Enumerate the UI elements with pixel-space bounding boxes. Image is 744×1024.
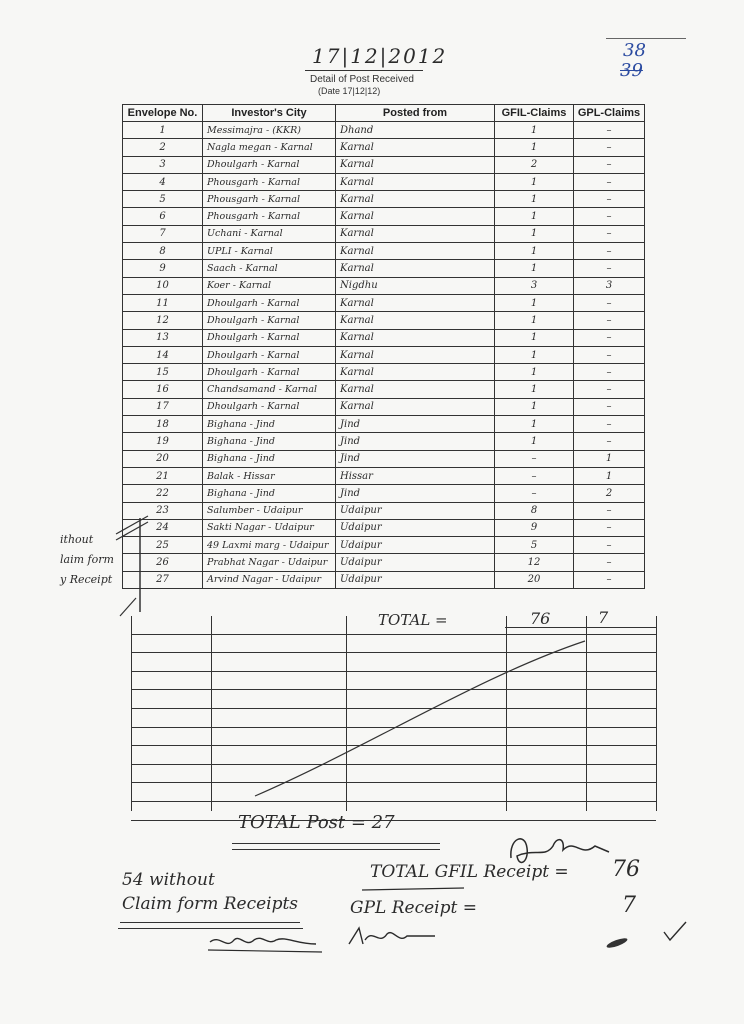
posted-from-cell: Karnal bbox=[336, 243, 495, 260]
envelope-no-cell: 22 bbox=[123, 485, 203, 502]
gfil-claims-cell: 1 bbox=[495, 294, 574, 311]
gfil-claims-cell: 1 bbox=[495, 433, 574, 450]
page-number: 38 bbox=[623, 40, 646, 61]
posted-from-cell: Karnal bbox=[336, 139, 495, 156]
gfil-claims-cell: 1 bbox=[495, 346, 574, 363]
investor-city-cell: Dhoulgarh - Karnal bbox=[203, 364, 336, 381]
table-row bbox=[123, 364, 645, 381]
investor-city-cell: Chandsamand - Karnal bbox=[203, 381, 336, 398]
posted-from-cell: Udaipur bbox=[336, 519, 495, 536]
ink-mark bbox=[606, 936, 629, 949]
investor-city-cell: Bighana - Jind bbox=[203, 416, 336, 433]
gfil-claims-cell: – bbox=[495, 450, 574, 467]
investor-city-cell: Dhoulgarh - Karnal bbox=[203, 294, 336, 311]
gfil-claims-cell: 1 bbox=[495, 208, 574, 225]
gpl-claims-cell: – bbox=[574, 554, 645, 571]
posted-from-cell: Karnal bbox=[336, 364, 495, 381]
investor-city-cell: Phousgarh - Karnal bbox=[203, 173, 336, 190]
gpl-claims-cell: – bbox=[574, 122, 645, 139]
gpl-claims-cell: – bbox=[574, 139, 645, 156]
envelope-no-cell: 26 bbox=[123, 554, 203, 571]
envelope-no-cell: 16 bbox=[123, 381, 203, 398]
posted-from-cell: Karnal bbox=[336, 312, 495, 329]
posted-from-cell: Karnal bbox=[336, 260, 495, 277]
margin-note-line: ithout bbox=[60, 533, 94, 546]
investor-city-cell: Dhoulgarh - Karnal bbox=[203, 312, 336, 329]
margin-note-line: laim form bbox=[60, 553, 114, 566]
investor-city-cell: Bighana - Jind bbox=[203, 450, 336, 467]
table-row bbox=[123, 346, 645, 363]
posted-from-cell: Jind bbox=[336, 433, 495, 450]
posted-from-cell: Jind bbox=[336, 450, 495, 467]
posted-from-cell: Karnal bbox=[336, 329, 495, 346]
investor-city-cell: Sakti Nagar - Udaipur bbox=[203, 519, 336, 536]
gfil-claims-cell: 1 bbox=[495, 416, 574, 433]
envelope-no-cell: 8 bbox=[123, 243, 203, 260]
posted-from-cell: Udaipur bbox=[336, 554, 495, 571]
gfil-claims-cell: 20 bbox=[495, 571, 574, 588]
gfil-claims-cell: 2 bbox=[495, 156, 574, 173]
envelope-no-cell: 5 bbox=[123, 191, 203, 208]
table-header-row bbox=[123, 105, 645, 122]
investor-city-cell: Prabhat Nagar - Udaipur bbox=[203, 554, 336, 571]
investor-city-cell: Dhoulgarh - Karnal bbox=[203, 398, 336, 415]
gpl-receipt-label: GPL Receipt = bbox=[350, 898, 477, 918]
gpl-claims-cell: – bbox=[574, 571, 645, 588]
page-number-rule bbox=[606, 38, 686, 39]
gfil-claims-cell: 1 bbox=[495, 364, 574, 381]
table-row bbox=[123, 260, 645, 277]
table-row bbox=[123, 277, 645, 294]
gpl-claims-cell: – bbox=[574, 329, 645, 346]
table-row bbox=[123, 173, 645, 190]
cross-out-line bbox=[250, 636, 590, 802]
posted-from-cell: Karnal bbox=[336, 208, 495, 225]
posted-from-cell: Karnal bbox=[336, 173, 495, 190]
table-row bbox=[123, 225, 645, 242]
table-row bbox=[123, 467, 645, 484]
posted-from-cell: Karnal bbox=[336, 294, 495, 311]
envelope-no-cell: 7 bbox=[123, 225, 203, 242]
gpl-claims-cell: – bbox=[574, 173, 645, 190]
table-row bbox=[123, 381, 645, 398]
investor-city-cell: Phousgarh - Karnal bbox=[203, 191, 336, 208]
gfil-receipt-value: 76 bbox=[612, 857, 640, 882]
note-line: 54 without bbox=[122, 870, 215, 890]
table-row bbox=[123, 554, 645, 571]
envelope-no-cell: 21 bbox=[123, 467, 203, 484]
gfil-claims-cell: 9 bbox=[495, 519, 574, 536]
gpl-claims-cell: – bbox=[574, 381, 645, 398]
gpl-claims-cell: – bbox=[574, 416, 645, 433]
posted-from-cell: Karnal bbox=[336, 398, 495, 415]
gpl-claims-cell: – bbox=[574, 191, 645, 208]
signature-left bbox=[206, 930, 326, 956]
table-total-label: TOTAL = bbox=[378, 611, 448, 629]
envelope-no-cell: 20 bbox=[123, 450, 203, 467]
posted-from-cell: Karnal bbox=[336, 225, 495, 242]
investor-city-cell: Uchani - Karnal bbox=[203, 225, 336, 242]
gfil-receipt-label: TOTAL GFIL Receipt = bbox=[370, 862, 569, 882]
table-total-gfil: 76 bbox=[530, 609, 551, 628]
envelope-no-cell: 19 bbox=[123, 433, 203, 450]
investor-city-cell: Bighana - Jind bbox=[203, 433, 336, 450]
envelope-no-cell: 25 bbox=[123, 537, 203, 554]
posted-from-cell: Karnal bbox=[336, 156, 495, 173]
posted-from-cell: Hissar bbox=[336, 467, 495, 484]
total-post-underline bbox=[232, 849, 440, 850]
gpl-claims-cell: – bbox=[574, 346, 645, 363]
posted-from-cell: Karnal bbox=[336, 381, 495, 398]
envelope-no-cell: 1 bbox=[123, 122, 203, 139]
envelope-no-cell: 18 bbox=[123, 416, 203, 433]
investor-city-cell: 49 Laxmi marg - Udaipur bbox=[203, 537, 336, 554]
gfil-claims-cell: 5 bbox=[495, 537, 574, 554]
gfil-claims-cell: – bbox=[495, 467, 574, 484]
investor-city-cell: Phousgarh - Karnal bbox=[203, 208, 336, 225]
tick-icon bbox=[660, 918, 690, 944]
investor-city-cell: Bighana - Jind bbox=[203, 485, 336, 502]
column-header: GFIL-Claims bbox=[495, 105, 574, 122]
column-header: Investor's City bbox=[203, 105, 336, 122]
gpl-claims-cell: – bbox=[574, 312, 645, 329]
gfil-claims-cell: 1 bbox=[495, 122, 574, 139]
table-row bbox=[123, 139, 645, 156]
gpl-claims-cell: – bbox=[574, 208, 645, 225]
investor-city-cell: Koer - Karnal bbox=[203, 277, 336, 294]
gfil-receipt-underline bbox=[358, 886, 468, 894]
envelope-no-cell: 6 bbox=[123, 208, 203, 225]
table-row bbox=[123, 122, 645, 139]
table-total-gpl: 7 bbox=[598, 608, 609, 627]
note-underline bbox=[118, 928, 303, 929]
handwritten-date: 17|12|2012 bbox=[312, 44, 448, 68]
envelope-no-cell: 3 bbox=[123, 156, 203, 173]
margin-note-line: y Receipt bbox=[60, 573, 113, 586]
without-claim-note bbox=[122, 868, 298, 916]
envelope-no-cell: 17 bbox=[123, 398, 203, 415]
date-underline bbox=[305, 70, 423, 71]
column-header: Posted from bbox=[336, 105, 495, 122]
gpl-claims-cell: – bbox=[574, 225, 645, 242]
margin-bracket bbox=[112, 512, 152, 624]
posted-from-cell: Nigdhu bbox=[336, 277, 495, 294]
gfil-claims-cell: 3 bbox=[495, 277, 574, 294]
total-underline bbox=[505, 627, 657, 628]
gpl-claims-cell: – bbox=[574, 156, 645, 173]
table-body bbox=[123, 122, 645, 589]
envelope-no-cell: 9 bbox=[123, 260, 203, 277]
gpl-claims-cell: – bbox=[574, 433, 645, 450]
envelope-no-cell: 14 bbox=[123, 346, 203, 363]
gpl-claims-cell: 2 bbox=[574, 485, 645, 502]
table-row bbox=[123, 433, 645, 450]
envelope-no-cell: 27 bbox=[123, 571, 203, 588]
table-row bbox=[123, 156, 645, 173]
posted-from-cell: Udaipur bbox=[336, 537, 495, 554]
gpl-claims-cell: 1 bbox=[574, 450, 645, 467]
envelope-no-cell: 4 bbox=[123, 173, 203, 190]
signature-initials bbox=[345, 922, 440, 952]
posted-from-cell: Udaipur bbox=[336, 502, 495, 519]
envelope-no-cell: 23 bbox=[123, 502, 203, 519]
envelope-no-cell: 10 bbox=[123, 277, 203, 294]
table-row bbox=[123, 519, 645, 536]
table-row bbox=[123, 398, 645, 415]
posted-from-cell: Karnal bbox=[336, 191, 495, 208]
gfil-claims-cell: 1 bbox=[495, 260, 574, 277]
investor-city-cell: Dhoulgarh - Karnal bbox=[203, 156, 336, 173]
table-row bbox=[123, 312, 645, 329]
table-row bbox=[123, 243, 645, 260]
table-row bbox=[123, 191, 645, 208]
gpl-claims-cell: 3 bbox=[574, 277, 645, 294]
investor-city-cell: Arvind Nagar - Udaipur bbox=[203, 571, 336, 588]
gpl-claims-cell: – bbox=[574, 502, 645, 519]
gpl-claims-cell: – bbox=[574, 243, 645, 260]
gfil-claims-cell: 1 bbox=[495, 381, 574, 398]
column-header: Envelope No. bbox=[123, 105, 203, 122]
table-row bbox=[123, 537, 645, 554]
investor-city-cell: Salumber - Udaipur bbox=[203, 502, 336, 519]
gfil-claims-cell: 1 bbox=[495, 398, 574, 415]
gfil-claims-cell: 1 bbox=[495, 312, 574, 329]
investor-city-cell: Dhoulgarh - Karnal bbox=[203, 329, 336, 346]
envelope-no-cell: 2 bbox=[123, 139, 203, 156]
gpl-receipt-value: 7 bbox=[622, 893, 636, 918]
table-row bbox=[123, 329, 645, 346]
total-post-underline bbox=[232, 843, 440, 844]
table-row bbox=[123, 485, 645, 502]
posted-from-cell: Jind bbox=[336, 485, 495, 502]
gfil-claims-cell: 1 bbox=[495, 243, 574, 260]
column-header: GPL-Claims bbox=[574, 105, 645, 122]
envelope-no-cell: 13 bbox=[123, 329, 203, 346]
gfil-claims-cell: 12 bbox=[495, 554, 574, 571]
table-row bbox=[123, 294, 645, 311]
gpl-claims-cell: – bbox=[574, 537, 645, 554]
investor-city-cell: Balak - Hissar bbox=[203, 467, 336, 484]
gpl-claims-cell: – bbox=[574, 260, 645, 277]
envelope-no-cell: 24 bbox=[123, 519, 203, 536]
envelope-no-cell: 15 bbox=[123, 364, 203, 381]
gfil-claims-cell: 1 bbox=[495, 173, 574, 190]
gpl-claims-cell: – bbox=[574, 294, 645, 311]
gfil-claims-cell: 1 bbox=[495, 191, 574, 208]
gfil-claims-cell: 1 bbox=[495, 139, 574, 156]
total-post: TOTAL Post = 27 bbox=[238, 812, 395, 833]
gfil-claims-cell: 8 bbox=[495, 502, 574, 519]
posted-from-cell: Udaipur bbox=[336, 571, 495, 588]
gpl-claims-cell: – bbox=[574, 519, 645, 536]
envelope-no-cell: 12 bbox=[123, 312, 203, 329]
investor-city-cell: UPLI - Karnal bbox=[203, 243, 336, 260]
investor-city-cell: Dhoulgarh - Karnal bbox=[203, 346, 336, 363]
table-row bbox=[123, 416, 645, 433]
posted-from-cell: Jind bbox=[336, 416, 495, 433]
gfil-claims-cell: – bbox=[495, 485, 574, 502]
note-line: Claim form Receipts bbox=[122, 894, 299, 914]
gpl-claims-cell: – bbox=[574, 364, 645, 381]
gfil-claims-cell: 1 bbox=[495, 225, 574, 242]
printed-date: (Date 17|12|12) bbox=[318, 86, 381, 96]
envelope-no-cell: 11 bbox=[123, 294, 203, 311]
note-underline bbox=[120, 922, 300, 923]
table-row bbox=[123, 502, 645, 519]
posted-from-cell: Karnal bbox=[336, 346, 495, 363]
investor-city-cell: Nagla megan - Karnal bbox=[203, 139, 336, 156]
table-row bbox=[123, 450, 645, 467]
table-row bbox=[123, 571, 645, 588]
gpl-claims-cell: – bbox=[574, 398, 645, 415]
table-row bbox=[123, 208, 645, 225]
gfil-claims-cell: 1 bbox=[495, 329, 574, 346]
document-title: Detail of Post Received bbox=[310, 74, 414, 85]
posted-from-cell: Dhand bbox=[336, 122, 495, 139]
investor-city-cell: Saach - Karnal bbox=[203, 260, 336, 277]
page-number-struck: 39 bbox=[620, 60, 643, 81]
investor-city-cell: Messimajra - (KKR) bbox=[203, 122, 336, 139]
gpl-claims-cell: 1 bbox=[574, 467, 645, 484]
post-received-table bbox=[122, 104, 645, 589]
